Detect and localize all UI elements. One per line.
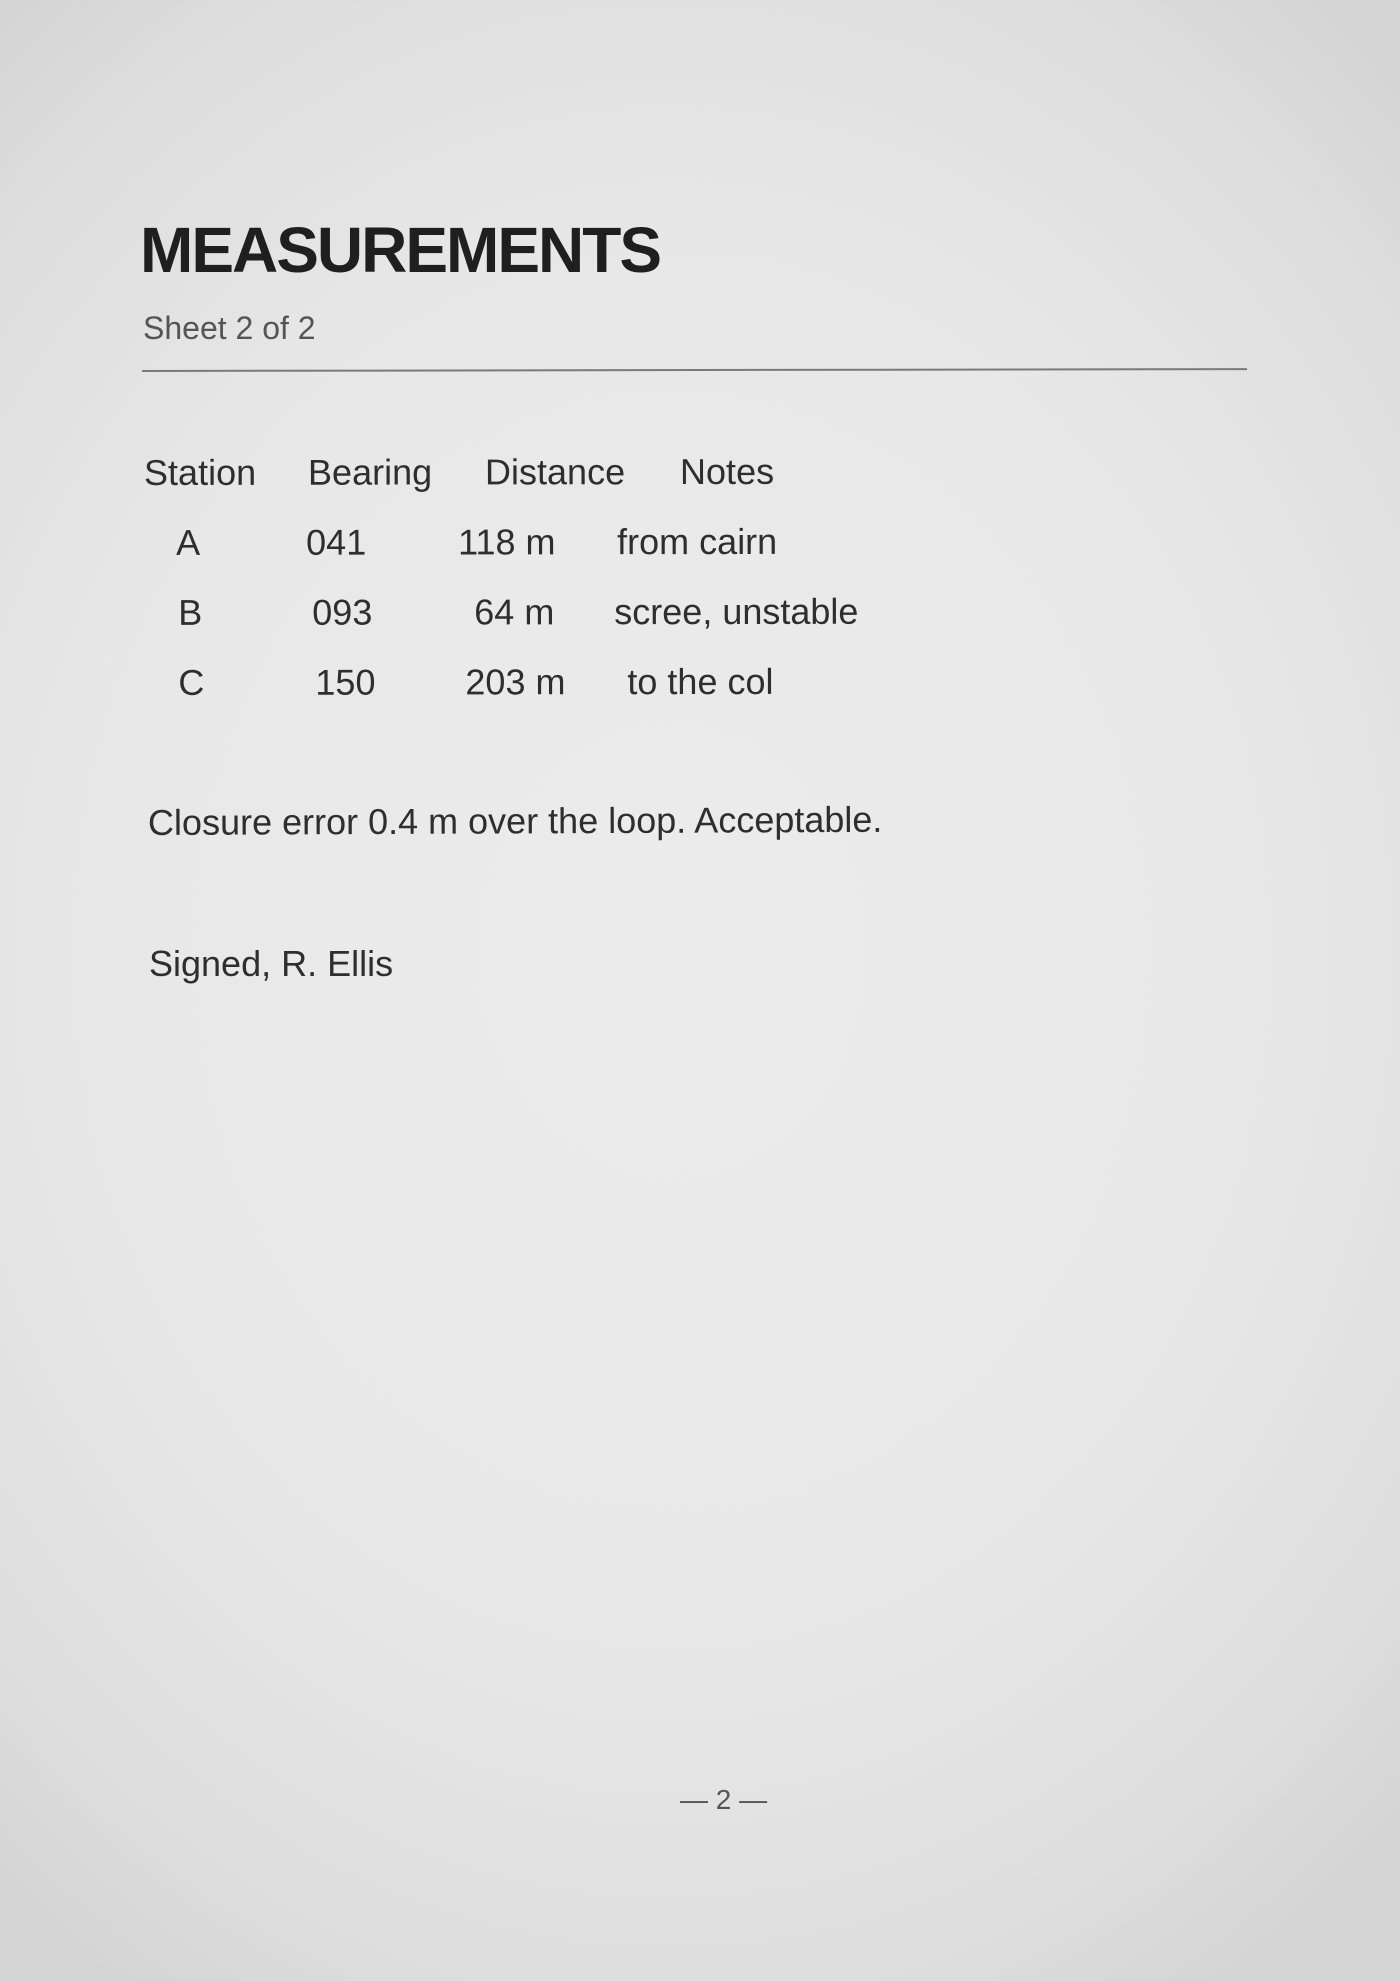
- distance-cell: 118 m: [458, 521, 556, 563]
- distance-cell: 203 m: [465, 661, 566, 703]
- notes-cell: from cairn: [617, 520, 778, 563]
- notes-cell: scree, unstable: [614, 590, 859, 633]
- page-number: — 2 —: [680, 1784, 768, 1815]
- column-header-bearing: Bearing: [307, 451, 433, 493]
- bearing-cell: 041: [306, 521, 367, 563]
- sheet-label: Sheet 2 of 2: [143, 310, 316, 346]
- signature-line: Signed, R. Ellis: [149, 943, 394, 984]
- bearing-cell: 150: [315, 661, 376, 703]
- bearing-cell: 093: [312, 591, 373, 633]
- station-cell: A: [176, 521, 201, 563]
- station-cell: B: [178, 591, 203, 633]
- closure-error-note: Closure error 0.4 m over the loop. Acceptable.: [147, 798, 883, 843]
- column-header-distance: Distance: [484, 451, 626, 493]
- notes-cell: to the col: [627, 660, 774, 703]
- distance-cell: 64 m: [474, 591, 555, 633]
- page-title: MEASUREMENTS: [140, 214, 661, 286]
- column-header-notes: Notes: [679, 450, 775, 493]
- station-cell: C: [178, 661, 205, 703]
- column-header-station: Station: [143, 451, 257, 493]
